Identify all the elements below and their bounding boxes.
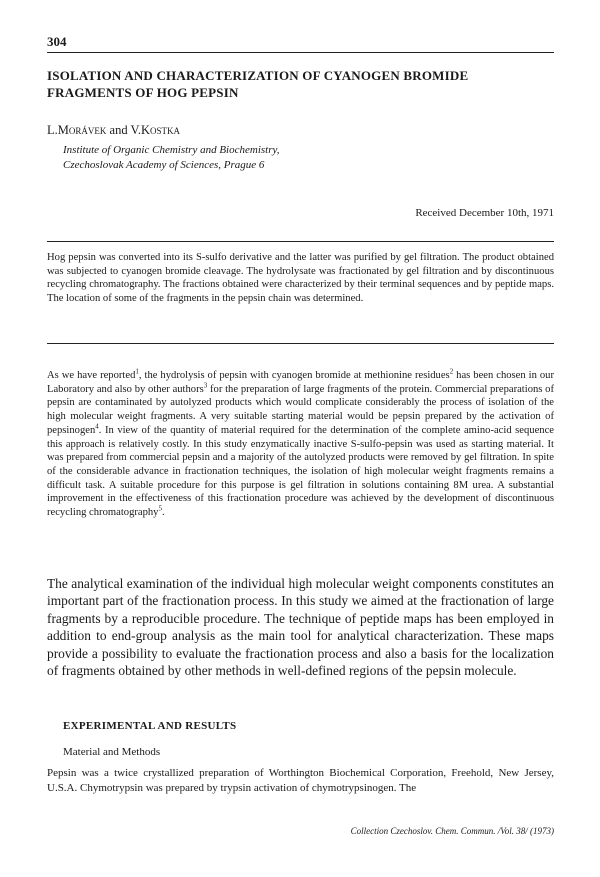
affiliation xyxy=(63,143,280,173)
page-number: 304 xyxy=(47,34,67,49)
authors-and: and xyxy=(106,123,131,137)
article-title xyxy=(47,67,554,101)
author-1-initial: L. xyxy=(47,123,58,137)
intro-text-6: . xyxy=(161,507,165,519)
intro-text-5: . In view of the quantity of material required for the determination of the complete amino-acid sequence this approach is relatively costly. In this study enzymatically inactive S-sulfo-pepsin was used as starting material. It was prepared from commercial pepsin and a majority of the autolyzed products were removed by gel filtration. In spite of the considerable advance in fractionation techniques, the isolation of high molecular weight fragments remains a difficult task. A suitable procedure for this purpose is gel filtration in solutions containing 8M urea. A substantial improvement in the effectiveness of this fractionation procedure was achieved by the development of discontinuous recycling chromatography xyxy=(47,424,554,519)
journal-footer: Collection Czechoslov. Chem. Commun. /Vol. 38/ (1973) xyxy=(350,826,554,836)
abstract-top-rule xyxy=(47,241,554,242)
intro-text-1: As we have reported xyxy=(47,370,136,381)
analysis-paragraph: The analytical examination of the individual high molecular weight components constitutes an important part of the fractionation process. In this study we aimed at the fractionation of large fragments by a reproducible procedure. The technique of peptide maps has been employed in addition to end-group analysis as the main tool for analytical characterization. These maps provide a possibility to evaluate the fractionation process and also a basis for the localization of fragments obtained by other methods in well-defined regions of the pepsin molecule. xyxy=(47,576,554,679)
title-line-2: FRAGMENTS OF HOG PEPSIN xyxy=(47,85,239,100)
section-heading: EXPERIMENTAL AND RESULTS xyxy=(63,720,237,732)
author-2-name: Kostka xyxy=(141,123,181,137)
reference-3: 3 xyxy=(203,381,208,390)
intro-text-4: for the preparation of large fragments of the protein. Commercial preparations of pepsin are contaminated by autolyzed products which would complicate considerably the process of isolation of the high molecular weight fragments. A very suitable starting material would be pepsin prepared by the activation of pepsinogen xyxy=(47,383,554,436)
subsection-heading: Material and Methods xyxy=(63,746,161,758)
affiliation-line-1: Institute of Organic Chemistry and Biochemistry, xyxy=(63,144,280,156)
reference-5: 5 xyxy=(158,504,162,513)
intro-text-2: , the hydrolysis of pepsin with cyanogen bromide at methionine residues xyxy=(138,370,450,381)
affiliation-line-2: Czechoslovak Academy of Sciences, Prague 6 xyxy=(63,159,265,171)
authors xyxy=(47,123,180,138)
author-2-initial: V. xyxy=(130,123,142,137)
introduction-paragraph xyxy=(47,369,554,520)
methods-paragraph: Pepsin was a twice crystallized preparation of Worthington Biochemical Corporation, Freehold, New Jersey, U.S.A. Chymotrypsin was prepared by trypsin activation of chymotrypsinogen. The xyxy=(47,767,554,794)
header-rule xyxy=(47,52,554,53)
author-1-name: Morávek xyxy=(57,123,107,137)
intro-text-3: has been chosen in our Laboratory and also by other authors xyxy=(47,370,555,395)
reference-1: 1 xyxy=(135,367,139,376)
title-line-1: ISOLATION AND CHARACTERIZATION OF CYANOGEN BROMIDE xyxy=(47,68,469,83)
reference-2: 2 xyxy=(449,367,454,376)
abstract-bottom-rule xyxy=(47,343,554,344)
abstract: Hog pepsin was converted into its S-sulfo derivative and the latter was purified by gel filtration. The product obtained was subjected to cyanogen bromide cleavage. The hydrolysate was fractionated by gel filtration and by discontinuous recycling chromatography. The fractions obtained were characterized by their terminal sequences and by peptide maps. The location of some of the fragments in the pepsin chain was determined. xyxy=(47,252,554,304)
received-date: Received December 10th, 1971 xyxy=(415,207,554,219)
reference-4: 4 xyxy=(95,422,99,431)
